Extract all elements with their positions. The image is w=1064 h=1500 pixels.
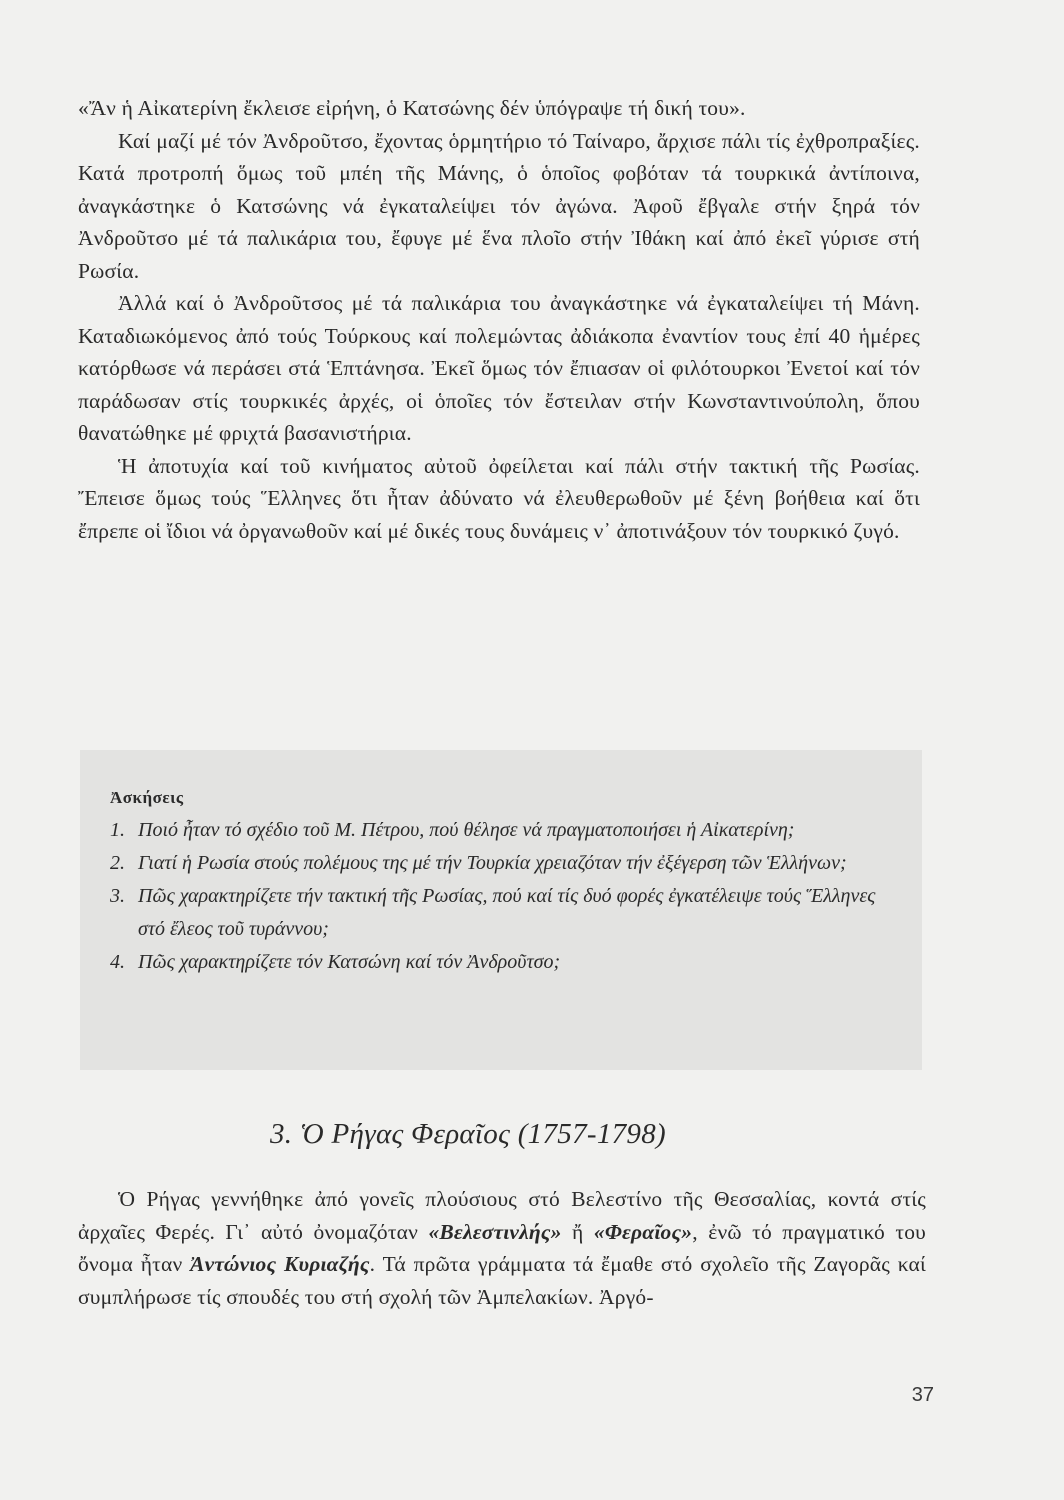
paragraph-2: Καί μαζί μέ τόν Ἀνδροῦτσο, ἔχοντας ὁρμητήριο τό Ταίναρο, ἄρχισε πάλι τίς ἐχθροπραξίες. Κατά προτροπή ὅμως τοῦ μπέη τῆς Μάνης, ὁ ὁποῖος φοβόταν τά τουρκικά ἀντίποινα, ἀναγκάστηκε ὁ Κατσώνης νά ἐγκαταλείψει τόν ἀγώνα. Ἀφοῦ ἔβγαλε στήν ξηρά τόν Ἀνδροῦτσο μέ τά παλικάρια του, ἔφυγε μέ ἕνα πλοῖο στήν Ἰθάκη καί ἀπό ἐκεῖ γύρισε στή Ρωσία. <box>78 128 920 283</box>
section-text-3: , ἐνῶ τό πραγματικό του ὄνομα ἦταν <box>78 1219 926 1276</box>
exercise-number: 4. <box>110 951 125 973</box>
exercise-list <box>110 814 890 979</box>
exercise-text: Πῶς χαρακτηρίζετε τόν Κατσώνη καί τόν Ἀνδροῦτσο; <box>138 951 561 973</box>
paragraph-3: Ἀλλά καί ὁ Ἀνδροῦτσος μέ τά παλικάρια του ἀναγκάστηκε νά ἐγκαταλείψει τή Μάνη. Καταδιωκόμενος ἀπό τούς Τούρκους καί πολεμώντας ἀδιάκοπα ἐναντίον τους ἐπί 40 ἡμέρες κατόρθωσε νά περάσει στά Ἑπτάνησα. Ἐκεῖ ὅμως τόν ἔπιασαν οἱ φιλότουρκοι Ἐνετοί καί τόν παράδωσαν στίς τουρκικές ἀρχές, οἱ ὁποῖες τόν ἔστειλαν στήν Κωνσταντινούπολη, ὅπου θανατώθηκε μέ φριχτά βασανιστήρια. <box>78 291 920 445</box>
exercise-number: 1. <box>110 819 125 841</box>
exercise-text: Γιατί ἡ Ρωσία στούς πολέμους της μέ τήν Τουρκία χρειαζόταν τήν ἐξέγερση τῶν Ἑλλήνων; <box>138 852 847 874</box>
exercise-item <box>110 814 890 847</box>
exercise-item <box>110 880 890 946</box>
exercise-number: 3. <box>110 885 125 907</box>
exercise-item <box>110 847 890 880</box>
exercises-title: Ἀσκήσεις <box>110 788 184 807</box>
emphasis-feraios: «Φεραῖος» <box>593 1219 693 1244</box>
emphasis-real-name: Ἀντώνιος Κυριαζής <box>190 1252 370 1276</box>
section-heading: 3. Ὁ Ρήγας Φεραῖος (1757-1798) <box>270 1118 666 1150</box>
section-paragraph <box>78 1183 926 1313</box>
main-text <box>78 92 920 547</box>
exercise-number: 2. <box>110 852 125 874</box>
exercises-content <box>110 788 890 979</box>
section-text-4: . Τά πρῶτα γράμματα τά ἔμαθε στό σχολεῖο τῆς Ζαγορᾶς καί συμπλήρωσε τίς σπουδές του στή σχολή τῶν Ἀμπελακίων. Ἀργό- <box>78 1252 926 1309</box>
exercise-item <box>110 946 890 979</box>
emphasis-velestinlis: «Βελεστινλής» <box>428 1219 562 1244</box>
exercise-text: Πῶς χαρακτηρίζετε τήν τακτική τῆς Ρωσίας, πού καί τίς δυό φορές ἐγκατέλειψε τούς Ἕλληνες στό ἔλεος τοῦ τυράννου; <box>138 885 876 940</box>
section-text-2: ἤ <box>561 1219 594 1244</box>
section-text-1: Ὁ Ρήγας γεννήθηκε ἀπό γονεῖς πλούσιους στό Βελεστίνο τῆς Θεσσαλίας, κοντά στίς ἀρχαῖες Φερές. Γι᾿ αὐτό ὀνομαζόταν <box>78 1187 926 1244</box>
paragraph-4: Ἡ ἀποτυχία καί τοῦ κινήματος αὐτοῦ ὀφείλεται καί πάλι στήν τακτική τῆς Ρωσίας. Ἔπεισε ὅμως τούς Ἕλληνες ὅτι ἦταν ἀδύνατο νά ἐλευθερωθοῦν μέ ξένη βοήθεια καί ὅτι ἔπρεπε οἱ ἴδιοι νά ὀργανωθοῦν καί μέ δικές τους δυνάμεις ν᾿ ἀποτινάξουν τόν τουρκικό ζυγό. <box>78 453 920 543</box>
page-number: 37 <box>911 1384 934 1406</box>
exercise-text: Ποιό ἦταν τό σχέδιο τοῦ Μ. Πέτρου, πού θέλησε νά πραγματοποιήσει ἡ Αἰκατερίνη; <box>138 819 795 841</box>
paragraph-1: «Ἄν ἡ Αἰκατερίνη ἔκλεισε εἰρήνη, ὁ Κατσώνης δέν ὑπόγραψε τή δική του». <box>78 96 746 120</box>
exercises-box <box>80 750 922 1070</box>
